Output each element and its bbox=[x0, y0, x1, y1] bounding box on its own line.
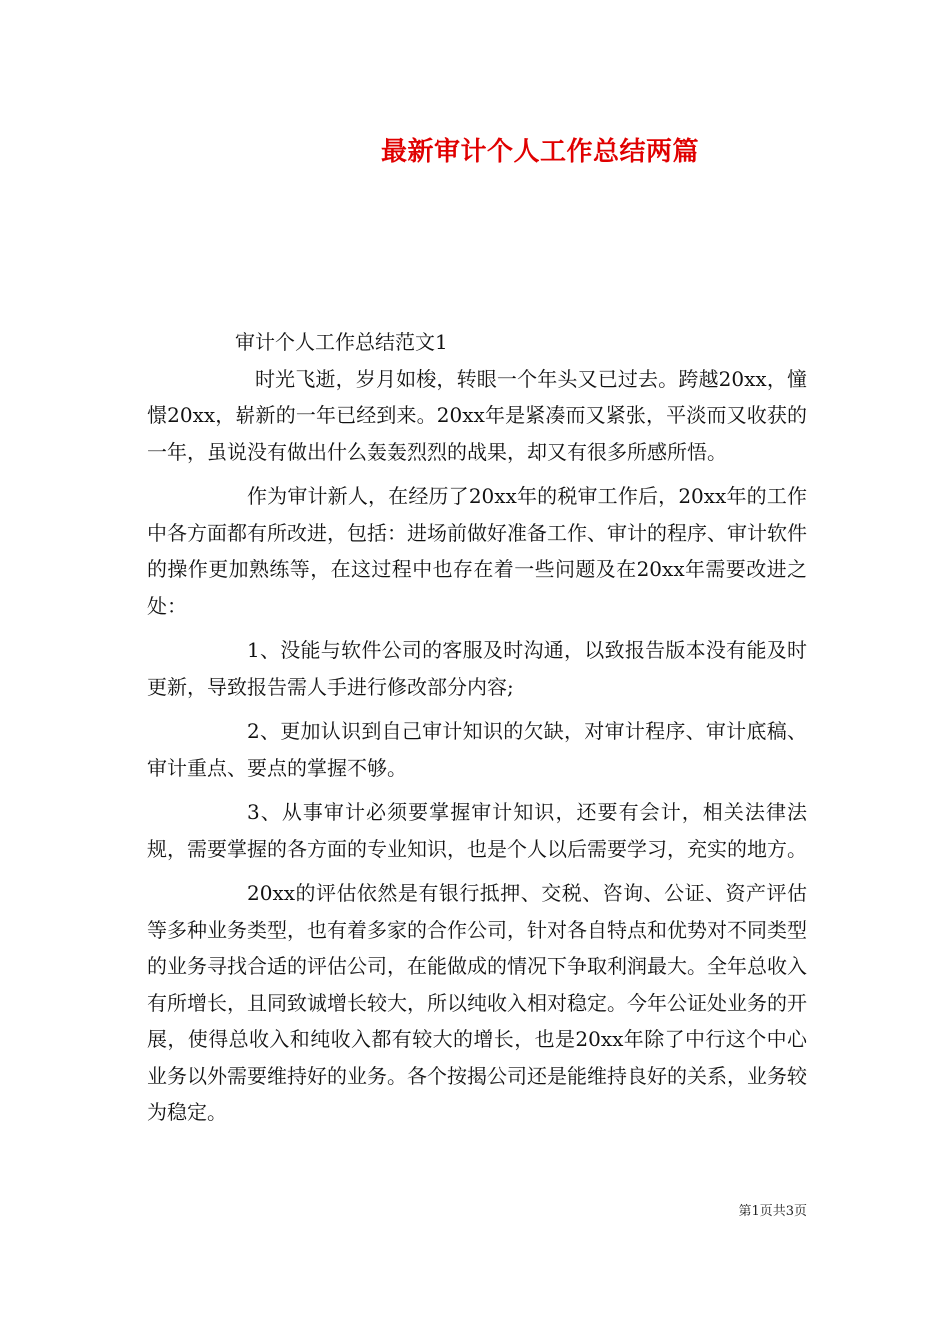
page-number: 第1页共3页 bbox=[738, 1204, 807, 1219]
paragraph-evaluation: 20xx的评估依然是有银行抵押、交税、咨询、公证、资产评估等多种业务类型，也有着多家的合作公司，针对各自特点和优势对不同类型的业务寻找合适的评估公司，在能做成的情况下争取利润最大。全年总收入有所增长，且同致诚增长较大，所以纯收入相对稳定。今年公证处业务的开展，使得总收入和纯收入都有较大的增长，也是20xx年除了中行这个中心业务以外需要维持好的业务。各个按揭公司还是能维持良好的关系，业务较为稳定。 bbox=[147, 881, 807, 1124]
page-title: 最新审计个人工作总结两篇 bbox=[380, 137, 699, 167]
paragraph-issue-2: 2、更加认识到自己审计知识的欠缺，对审计程序、审计底稿、审计重点、要点的掌握不够。 bbox=[147, 719, 807, 780]
paragraph-issue-3: 3、从事审计必须要掌握审计知识，还要有会计，相关法律法规，需要掌握的各方面的专业知识，也是个人以后需要学习，充实的地方。 bbox=[147, 800, 807, 861]
paragraph-issue-1: 1、没能与软件公司的客服及时沟通，以致报告版本没有能及时更新，导致报告需人手进行修改部分内容; bbox=[147, 638, 807, 699]
section-subtitle: 审计个人工作总结范文1 bbox=[235, 330, 448, 354]
document-body bbox=[147, 324, 807, 1131]
paragraph-intro: 时光飞逝，岁月如梭，转眼一个年头又已过去。跨越20xx，憧憬20xx，崭新的一年已经到来。20xx年是紧凑而又紧张，平淡而又收获的一年，虽说没有做出什么轰轰烈烈的战果，却又有很多所感所悟。 bbox=[147, 366, 807, 464]
paragraph-new-auditor: 作为审计新人，在经历了20xx年的税审工作后，20xx年的工作中各方面都有所改进，包括：进场前做好准备工作、审计的程序、审计软件的操作更加熟练等，在这过程中也存在着一些问题及在20xx年需要改进之处： bbox=[147, 484, 807, 618]
